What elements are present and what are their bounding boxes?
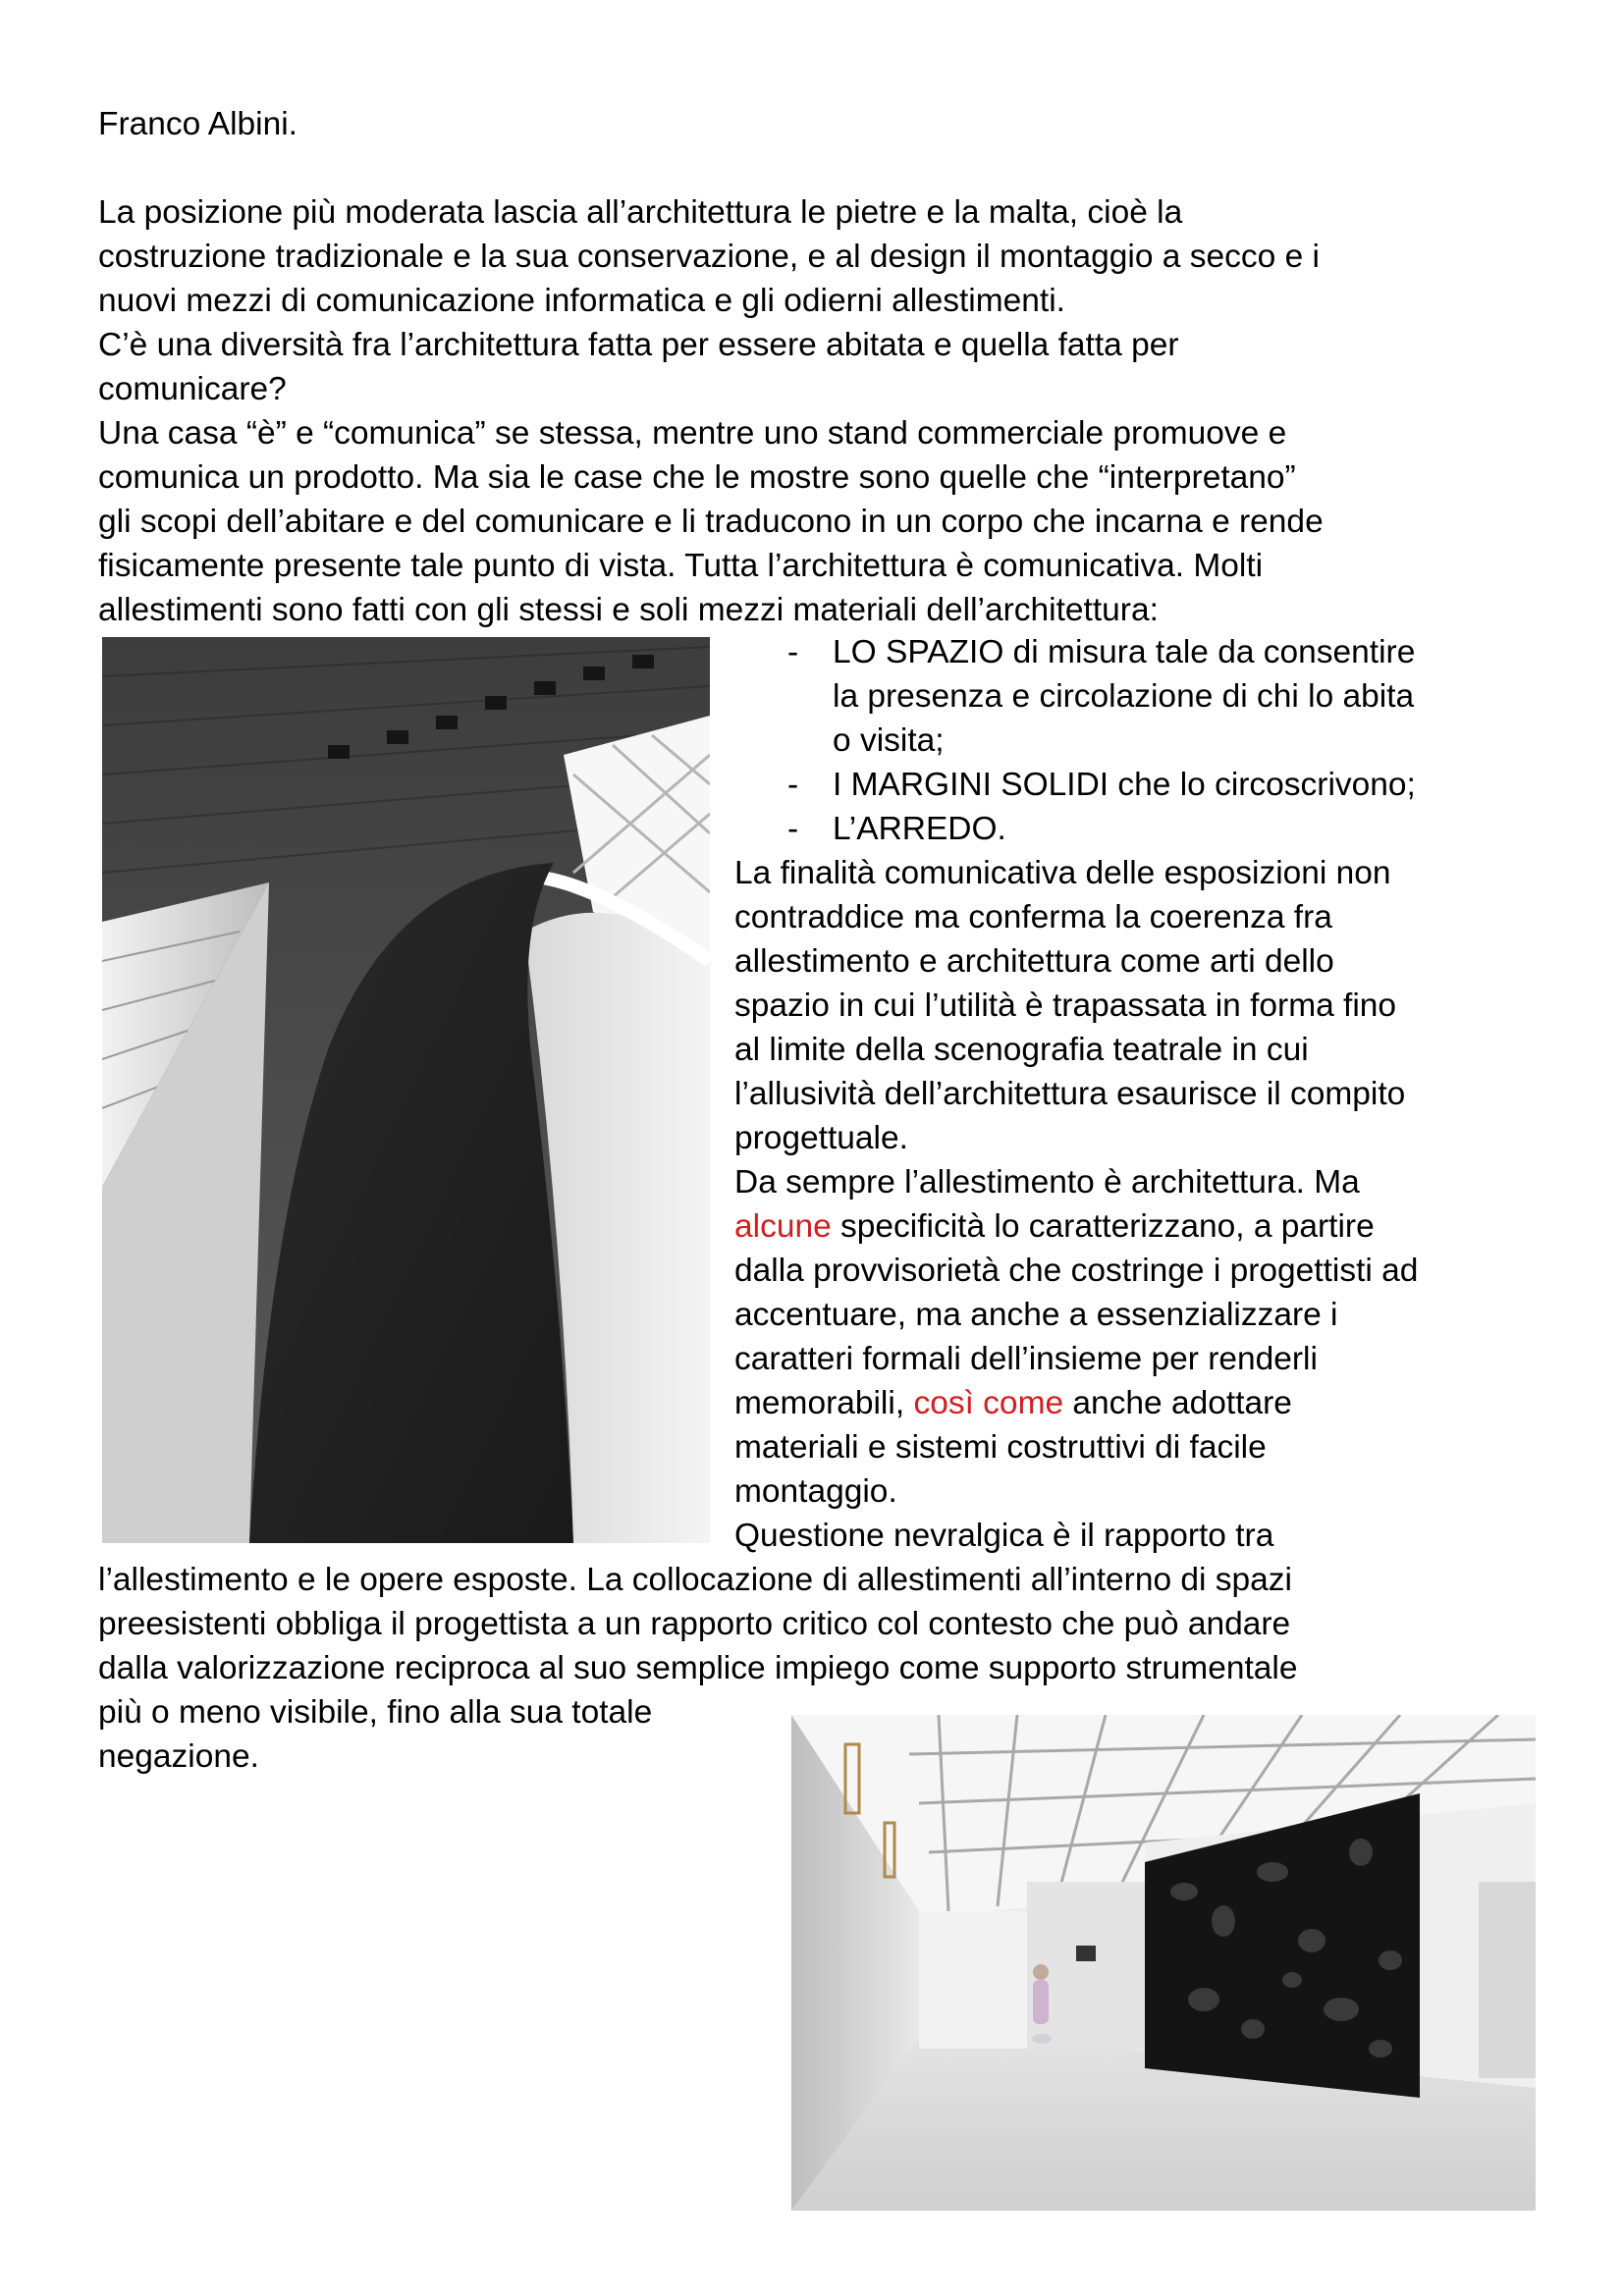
text-line: caratteri formali dell’insieme per renderli	[734, 1341, 1318, 1377]
list-item: o visita;	[833, 722, 945, 759]
text-line: comunicare?	[98, 371, 287, 407]
document-title: Franco Albini.	[98, 106, 298, 142]
list-item: I MARGINI SOLIDI che lo circoscrivono;	[833, 767, 1416, 803]
text-line: più o meno visibile, fino alla sua totale	[98, 1694, 653, 1731]
text-line: accentuare, ma anche a essenzializzare i	[734, 1297, 1338, 1333]
text-line	[734, 1381, 1292, 1425]
text-line: materiali e sistemi costruttivi di facile	[734, 1429, 1267, 1466]
text-line	[734, 1204, 1375, 1249]
text-line: spazio in cui l’utilità è trapassata in forma fino	[734, 988, 1397, 1024]
text-line: Questione nevralgica è il rapporto tra	[734, 1518, 1274, 1554]
text-line: l’allusività dell’architettura esaurisce il compito	[734, 1076, 1406, 1112]
text-line: dalla provvisorietà che costringe i progettisti ad	[734, 1253, 1419, 1289]
text-line: contraddice ma conferma la coerenza fra	[734, 899, 1332, 935]
list-marker: -	[787, 634, 799, 670]
list-item: LO SPAZIO di misura tale da consentire	[833, 634, 1416, 670]
text-line: allestimenti sono fatti con gli stessi e soli mezzi materiali dell’architettura:	[98, 592, 1159, 628]
text-line: La finalità comunicativa delle esposizioni non	[734, 855, 1391, 891]
list-item: la presenza e circolazione di chi lo abita	[833, 678, 1415, 715]
text-line: negazione.	[98, 1738, 259, 1775]
text-line: al limite della scenografia teatrale in cui	[734, 1032, 1309, 1068]
list-marker: -	[787, 811, 799, 847]
text-line: montaggio.	[734, 1473, 897, 1510]
text-segment: memorabili,	[734, 1385, 914, 1421]
text-line: dalla valorizzazione reciproca al suo semplice impiego come supporto strumentale	[98, 1650, 1298, 1686]
text-segment: anche adottare	[1063, 1385, 1292, 1421]
text-line: Da sempre l’allestimento è architettura. Ma	[734, 1164, 1360, 1201]
text-line: progettuale.	[734, 1120, 908, 1156]
text-line: allestimento e architettura come arti dello	[734, 943, 1334, 980]
text-line: costruzione tradizionale e la sua conservazione, e al design il montaggio a secco e i	[98, 239, 1320, 275]
list-item: L’ARREDO.	[833, 811, 1006, 847]
text-line: l’allestimento e le opere esposte. La collocazione di allestimenti all’interno di spazi	[98, 1562, 1292, 1598]
text-line: preesistenti obbliga il progettista a un rapporto critico col contesto che può andare	[98, 1606, 1291, 1642]
gallery-hall-photo	[791, 1715, 1536, 2211]
text-line: Una casa “è” e “comunica” se stessa, mentre uno stand commerciale promuove e	[98, 415, 1287, 452]
text-line: comunica un prodotto. Ma sia le case che le mostre sono quelle che “interpretano”	[98, 459, 1296, 496]
text-line: C’è una diversità fra l’architettura fatta per essere abitata e quella fatta per	[98, 327, 1179, 363]
text-line: fisicamente presente tale punto di vista. Tutta l’architettura è comunicativa. Molti	[98, 548, 1264, 584]
architecture-ramp-photo	[102, 637, 710, 1543]
text-line: gli scopi dell’abitare e del comunicare e li traducono in un corpo che incarna e rende	[98, 504, 1324, 540]
list-marker: -	[787, 767, 799, 803]
highlight-text: così come	[913, 1385, 1064, 1421]
highlight-text: alcune	[734, 1208, 832, 1245]
text-segment: specificità lo caratterizzano, a partire	[831, 1208, 1375, 1245]
text-line: La posizione più moderata lascia all’architettura le pietre e la malta, cioè la	[98, 194, 1183, 231]
text-line: nuovi mezzi di comunicazione informatica e gli odierni allestimenti.	[98, 283, 1065, 319]
